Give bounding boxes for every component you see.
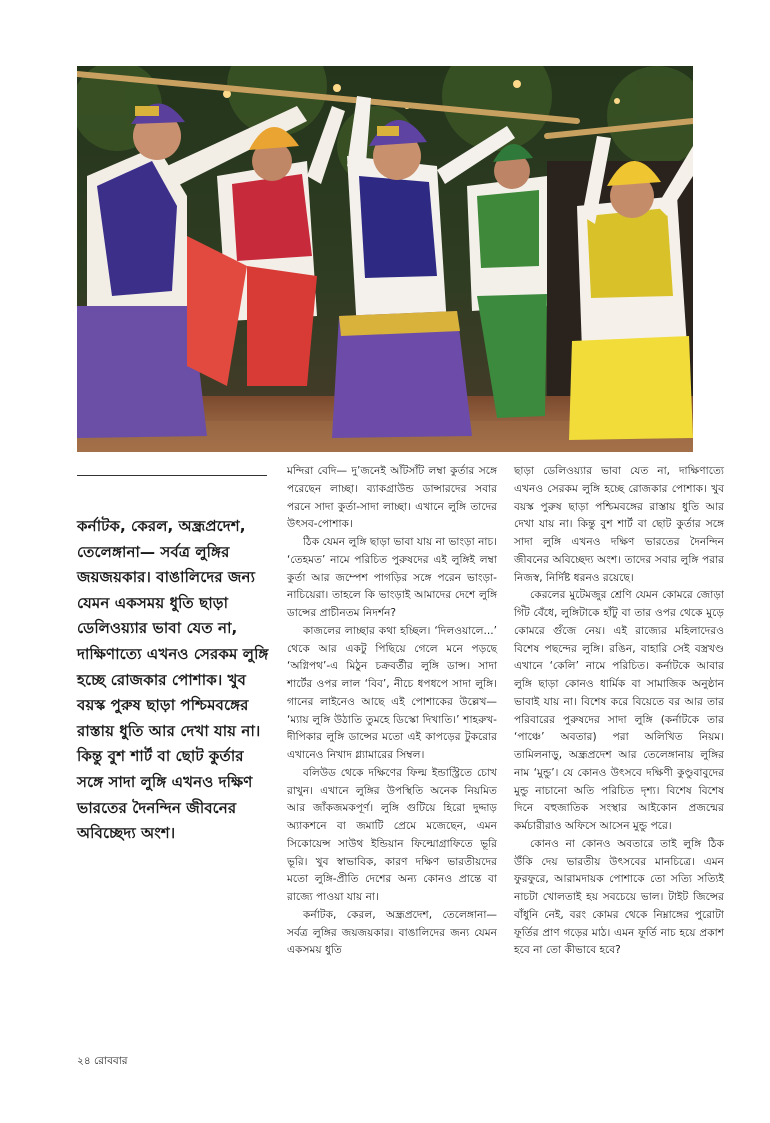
paragraph: ছাড়া ডেলিওয়্যার ভাবা যেত না, দাক্ষিণাত্যে এখনও সেরকম লুঙ্গি হচ্ছে রোজকার পোশাক। খুব বয়স্ক পুরুষ ছাড়া পশ্চিমবঙ্গের রাস্তায় ধুতি আর দেখা যায় না। কিন্তু বুশ শার্ট বা ছোট কুর্তার সঙ্গে সাদা লুঙ্গি এখনও দক্ষিণ ভারতের দৈনন্দিন জীবনের অবিচ্ছেদ্য অংশ। তাদের সবার লুঙ্গি পরার নিজস্ব, নির্দিষ্ট ধরনও রয়েছে। xyxy=(514,465,724,584)
paragraph: বলিউড থেকে দক্ষিণের ফিল্ম ইন্ডাস্ট্রিতে চোখ রাখুন। এখানে লুঙ্গির উপস্থিতি অনেক নিয়মিত আর জাঁকজমকপূর্ণ। লুঙ্গি গুটিয়ে হিরো দুদ্দাড় অ্যাকশনে বা জমাটি প্রেমে মজেছেন, এমন সিকোয়েন্স সাউথ ইন্ডিয়ান ফিল্মোগ্রাফিতে ভূরি ভূরি। খুব স্বাভাবিক, কারণ দক্ষিণ ভারতীয়দের মতো লুঙ্গি-প্রীতি দেশের অন্য কোনও প্রান্তে বা রাজ্যে পাওয়া যায় না। xyxy=(287,766,497,903)
paragraph: কোনও না কোনও অবতারে তাই লুঙ্গি ঠিক উঁকি দেয় ভারতীয় উৎসবের মানচিত্রে। এমন ফুরফুরে, আরামদায়ক পোশাকে তো সত্যি সত্যিই নাচটা খোলতাই হয় সবচেয়ে ভাল। টাইট জিন্সের বাঁধুনি নেই, বরং কোমর থেকে নিম্নাঙ্গের পুরোটা ফূর্তির প্রাণ গড়ের মাঠ। এমন ফূর্তি নাচ হয়ে প্রকাশ হবে না তো কীভাবে হবে? xyxy=(514,837,724,957)
pull-quote xyxy=(77,514,269,847)
paragraph: মন্দিরা বেদি— দু’জনেই আঁটসাঁট লম্বা কুর্তার সঙ্গে পরেছেন লাচ্ছা। ব্যাকগ্রাউন্ড ডান্সারদের সবার পরনে সাদা কুর্তা-সাদা লাচ্ছা। এখানে লুঙ্গি তাদের উৎসব-পোশাক। xyxy=(287,465,497,531)
paragraph: কাজলের লাচ্ছার কথা হচ্ছিল। ‘দিলওয়ালে...’ থেকে আর একটু পিছিয়ে গেলে মনে পড়ছে ‘অগ্নিপথ’-এ মিঠুন চক্রবর্তীর লুঙ্গি ডান্স। সাদা শার্টের ওপর লাল ‘বিব’, নীচে ধপধপে সাদা লুঙ্গি। গানের লাইনেও আছে এই পোশাকের উল্লেখ— ‘ম্যায় লুঙ্গি উঠাতি তুমহে ডিস্কো দিখাতি।’ শাহরুখ-দীপিকার লুঙ্গি ডান্সের মতো এই কাপড়ের টুকরোর এখানেও নিখাদ গ্ল্যামারের সিম্বল। xyxy=(287,624,497,761)
pull-quote-text: কর্নাটক, কেরল, অন্ধ্রপ্রদেশ, তেলেঙ্গানা— সর্বত্র লুঙ্গির জয়জয়কার। বাঙালিদের জন্য যেমন একসময় ধুতি ছাড়া ডেলিওয়্যার ভাবা যেত না, দাক্ষিণাত্যে এখনও সেরকম লুঙ্গি হচ্ছে রোজকার পোশাক। খুব বয়স্ক পুরুষ ছাড়া পশ্চিমবঙ্গের রাস্তায় ধুতি আর দেখা যায় না। কিন্তু বুশ শার্ট বা ছোট কুর্তার সঙ্গে সাদা লুঙ্গি এখনও দক্ষিণ ভারতের দৈনন্দিন জীবনের অবিচ্ছেদ্য অংশ। xyxy=(77,517,269,843)
paragraph: ঠিক যেমন লুঙ্গি ছাড়া ভাবা যায় না ভাংড়া নাচ। ‘তেহমত’ নামে পরিচিত পুরুষদের এই লুঙ্গিই লম্বা কুর্তা আর জম্পেশ পাগড়ির সঙ্গে পরেন ভাংড়া-নাচিয়েরা। তাহলে কি ভাংড়াই আমাদের দেশে লুঙ্গি ডান্সের প্রাচীনতম নিদর্শন? xyxy=(287,536,497,619)
magazine-name: রোববার xyxy=(93,1055,128,1067)
article-column-1 xyxy=(287,463,497,960)
divider-rule xyxy=(77,475,267,476)
paragraph: কেরলের মুটেমজুর শ্রেণি যেমন কোমরে জোড়া গিঁট বেঁধে, লুঙ্গিটাকে হাঁটু বা তার ওপর থেকে মুড়ে কোমরে গুঁজে নেয়। এই রাজ্যের মহিলাদেরও বিশেষ পছন্দের লুঙ্গি। রঙিন, বাহারি সেই বস্ত্রখণ্ড এখানে ‘কেলি’ নামে পরিচিত। কর্নাটকে আবার লুঙ্গি ছাড়া কোনও ধার্মিক বা সামাজিক অনুষ্ঠান ভাবাই যায় না। বিশেষ করে বিয়েতে বর আর তার পরিবারের পুরুষদের সাদা লুঙ্গি (কর্নাটকে তার ‘পাঞ্চে’ অবতার) পরা অলিখিত নিয়ম। তামিলনাড়ু, অন্ধ্রপ্রদেশ আর তেলেঙ্গানায় লুঙ্গির নাম ‘মুন্ডু’। যে কোনও উৎসবে দক্ষিণী কুণ্ডুবাবুদের মুন্ডু নাচানো অতি পরিচিত দৃশ্য। বিশেষ বিশেষ দিনে বহুজাতিক সংস্থার আইকোন প্রজন্মের কর্মচারীরাও অফিসে আসেন মুন্ডু পরে। xyxy=(514,589,724,832)
article-column-2 xyxy=(514,463,724,960)
paragraph: কর্নাটক, কেরল, অন্ধ্রপ্রদেশ, তেলেঙ্গানা— সর্বত্র লুঙ্গির জয়জয়কার। বাঙালিদের জন্য যেমন একসময় ধুতি xyxy=(287,908,497,957)
bhangra-dancers-photo xyxy=(77,66,693,452)
page-footer xyxy=(77,1054,128,1071)
page-number: ২৪ xyxy=(77,1055,91,1067)
